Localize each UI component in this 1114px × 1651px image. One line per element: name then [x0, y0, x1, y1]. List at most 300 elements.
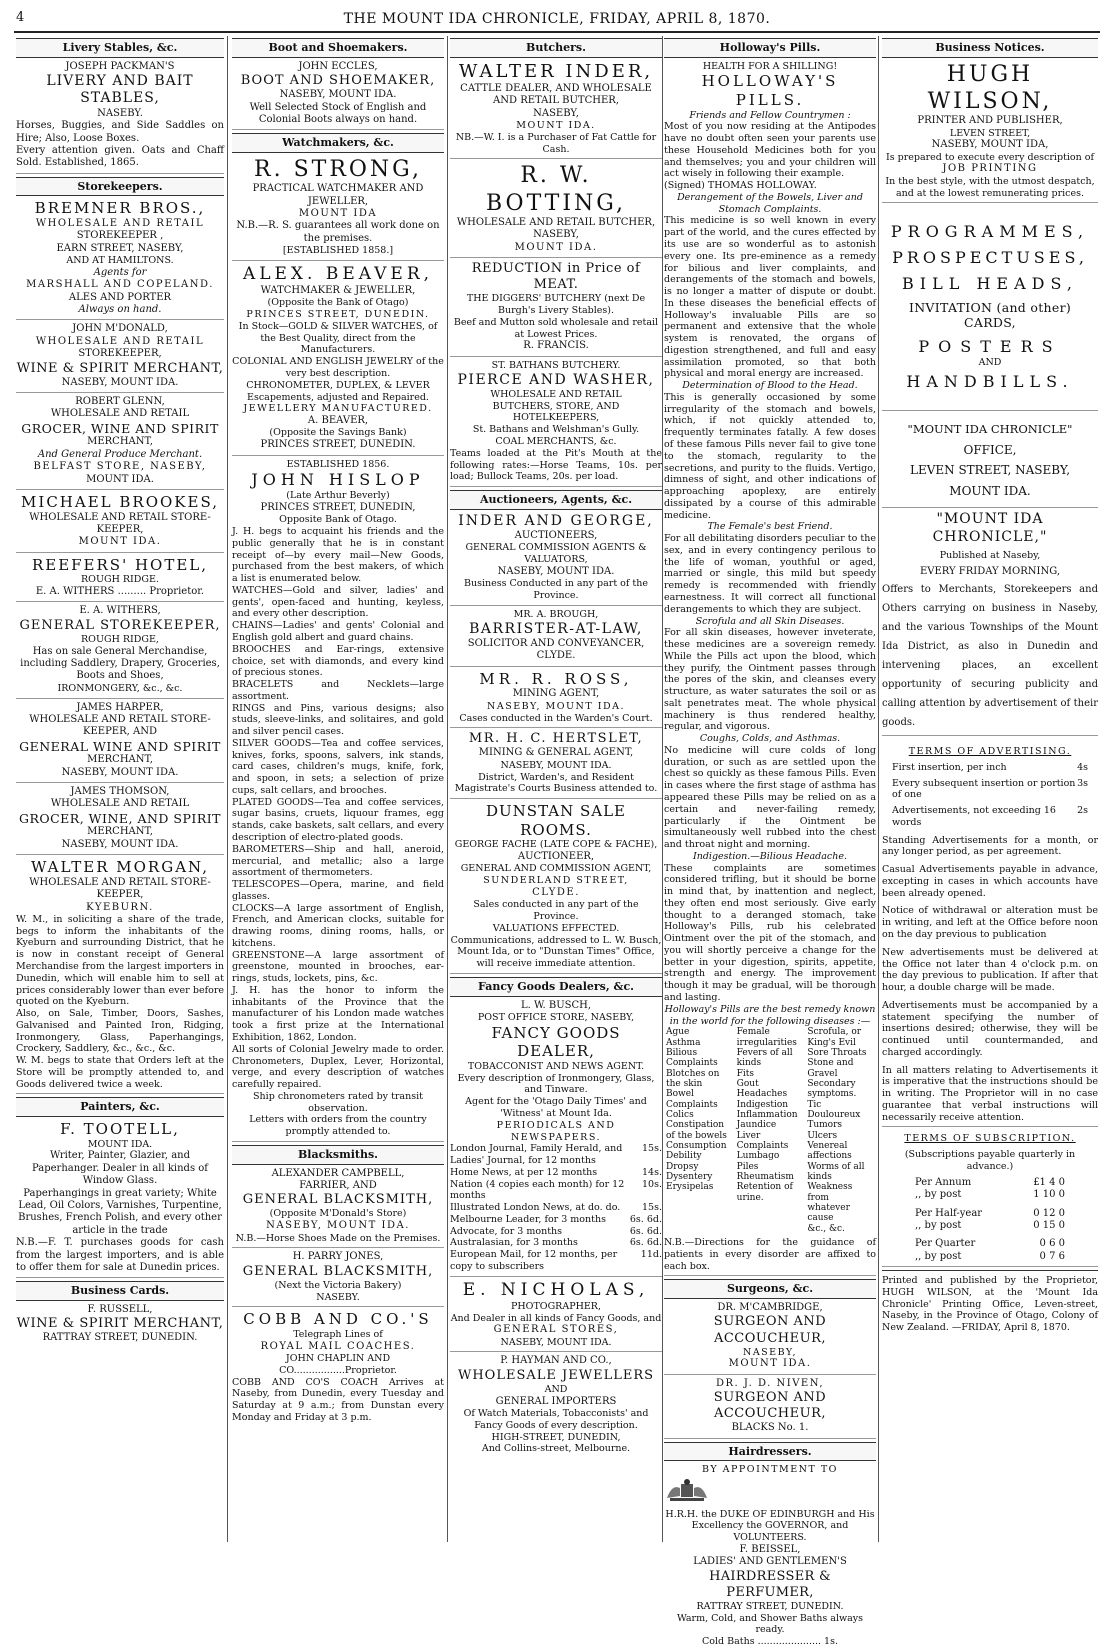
advert-text: Paperhangings in great variety; White Lead, Oil Colors, Varnishes, Turpentine,: [18, 1187, 222, 1211]
advert-line: EVERY FRIDAY MORNING,: [919, 565, 1061, 577]
subheading: Derangement of the Bowels, Liver and Stomach Complaints.: [677, 191, 863, 215]
masthead-rule: [14, 31, 1100, 33]
advert-line: And General Produce Merchant.: [37, 448, 203, 460]
advert-text: Every attention given. Oats and Chaff Sold. Established, 1865.: [16, 144, 224, 169]
advert-line: PRACTICAL WATCHMAKER AND JEWELLER,: [252, 183, 424, 207]
advert-mcambridge: [664, 1302, 876, 1375]
advert-russell: [16, 1304, 224, 1348]
advert-text: Cases conducted in the Warden's Court.: [459, 712, 653, 724]
price-row: [450, 1249, 662, 1273]
advert-nicholas: [450, 1280, 662, 1353]
advert-text: Horses, Buggies, and Side Saddles on Hire; Also, Loose Boxes.: [16, 120, 224, 144]
paragraph: For all debilitating disorders peculiar to the sex, and in every contingency perilous to the life of woman, youthful or aged, married or single, this mild but speedy remedy is recommended with friendly earnestness. It will correct all functional derangements to which they are subject.: [664, 533, 876, 615]
disease-item: Retention of urine.: [736, 1182, 793, 1203]
disease-item: Lumbago: [736, 1151, 780, 1162]
advert-line: NASEBY, MOUNT IDA.: [61, 766, 179, 778]
paragraph: This is generally occasioned by some irregularity of the stomach and bowels, which, if not quickly attended to, frequently terminates fatally. A few doses of these famous Pills never fail to give tone to the stomach, regularity to the secretions, and purity to the fluids. Vertigo, dimness of sight, and other indications of approaching apoplexy, are entirely dissipated by a course of this admirable medicine.: [664, 391, 876, 521]
advert-line: AND: [544, 1383, 568, 1395]
advert-line: ALEXANDER CAMPBELL,: [271, 1167, 405, 1179]
advert-text: Well Selected Stock of English and Colonial Boots always on hand.: [249, 101, 427, 125]
subscription-row: [915, 1177, 1065, 1189]
disease-item: Consumption: [666, 1141, 727, 1152]
advert-line: Opposite Bank of Otago.: [279, 514, 397, 526]
advert-francis: [450, 261, 662, 357]
section-heading: Auctioneers, Agents, &c.: [450, 490, 662, 510]
advert-line: STOREKEEPER,: [78, 348, 162, 360]
subheading: The Female's best Friend.: [707, 521, 833, 533]
price-row: [450, 1214, 662, 1226]
price-item: Australasian, for 3 months: [450, 1237, 578, 1249]
advert-text: N.B.—Directions for the guidance of patients in every disorder are affixed to each box.: [664, 1237, 876, 1272]
disease-item: Venereal affections: [807, 1141, 852, 1162]
advert-line: KEEPER,: [96, 889, 144, 901]
advert-text: BAROMETERS—Ship and hall, aneroid, mercurial, and metallic; also a large assortment of thermometers.: [232, 843, 444, 879]
advert-hertslet: [450, 731, 662, 799]
price-item: Advocate, for 3 months: [450, 1225, 563, 1237]
advert-line: NASEBY,: [743, 1346, 797, 1358]
advert-line: MERCHANT,: [87, 436, 153, 448]
advert-line: JEWELLERY MANUFACTURED.: [243, 403, 433, 415]
condition-text: Notice of withdrawal or alteration must be in writing, and left at the Office before noon on the day previous to publication: [882, 905, 1098, 940]
price-value: 15s.: [642, 1143, 662, 1155]
advert-line: RATTRAY STREET, DUNEDIN.: [696, 1600, 844, 1612]
advert-headline: F. TOOTELL,: [60, 1120, 180, 1139]
disease-column: [805, 1027, 876, 1234]
section-heading: Surgeons, &c.: [664, 1279, 876, 1299]
subscription-row: [915, 1220, 1065, 1232]
price-row: [450, 1237, 662, 1249]
disease-item: Erysipelas: [666, 1182, 714, 1193]
advert-line: MOUNT IDA: [298, 207, 378, 219]
advert-line: ROYAL MAIL COACHES.: [260, 1340, 416, 1352]
advert-headline: HANDBILLS.: [906, 372, 1074, 392]
column-5: [882, 36, 1098, 1542]
advert-text: Of Watch Materials, Tobacconists' and Fancy Goods of every description.: [463, 1408, 649, 1431]
advert-line: EARN STREET, NASEBY,: [56, 242, 184, 254]
advert-line: CLYDE.: [536, 650, 576, 662]
advert-line: MINING & GENERAL AGENT,: [478, 747, 634, 759]
advert-line: NASEBY, MOUNT IDA.: [266, 1220, 410, 1232]
disease-item: Constipation of the bowels: [666, 1120, 727, 1141]
advert-line: CLYDE.: [532, 886, 580, 898]
advert-line: [ESTABLISHED 1858.]: [282, 245, 394, 257]
advert-text: Sales conducted in any part of the Province.: [473, 899, 639, 923]
advert-line: BELFAST STORE, NASEBY,: [33, 461, 207, 473]
advert-text: J. H. begs to acquaint his friends and the public generally that he is in constant receipt of—by every mail—New Goods, purchased from the best makers, of which a list is enumerated below.: [232, 526, 444, 585]
price-value: 6s. 6d.: [629, 1225, 662, 1237]
advert-line: F. BEISSEL,: [739, 1543, 801, 1555]
advert-text: COLONIAL AND ENGLISH JEWELRY of the very best description.: [232, 356, 444, 379]
subheading: Holloway's Pills are the best remedy known in the world for the following diseases :—: [664, 1003, 876, 1027]
advert-office: [882, 414, 1098, 508]
advert-line: MOUNT IDA.: [514, 241, 598, 253]
advert-headline: E. NICHOLAS,: [462, 1279, 650, 1300]
subscription-price: 0 15 0: [1033, 1219, 1065, 1231]
condition-text: Advertisements must be accompanied by a statement specifying the number of insertions desired; otherwise, they will be continued until countermanded, and charged accordingly.: [882, 999, 1098, 1058]
rate-value: 4s: [1077, 761, 1088, 773]
price-row: [450, 1167, 662, 1179]
advert-line: MOUNT IDA.: [516, 120, 596, 132]
advert-tootell: [16, 1120, 224, 1278]
advert-line: WHOLESALE AND RETAIL STORE-: [29, 511, 211, 523]
subscription-price: 0 7 6: [1039, 1250, 1065, 1262]
advert-headline: REEFERS' HOTEL,: [31, 555, 209, 574]
column-divider: [662, 36, 663, 1542]
page-number: 4: [16, 10, 25, 25]
advert-line: P. HAYMAN AND CO.,: [500, 1355, 612, 1367]
section-heading: Boot and Shoemakers.: [232, 38, 444, 58]
advert-strong: [232, 156, 444, 261]
disease-item: Piles: [736, 1161, 759, 1172]
advert-headline: "MOUNT IDA CHRONICLE,": [932, 511, 1048, 545]
advert-text: COBB AND CO'S COACH Arrives at Naseby, from Dunedin, every Tuesday and Saturday at 9 a.m.; from Dunstan every Monday and Friday at 3 p.m.: [232, 1376, 444, 1423]
disease-item: Jaundice: [736, 1120, 777, 1131]
price-value: 11d.: [640, 1249, 662, 1261]
advert-headline: GENERAL WINE AND SPIRIT: [19, 738, 221, 754]
advert-line: MINING AGENT,: [512, 688, 600, 700]
advert-line: WHOLESALE AND RETAIL: [35, 335, 205, 347]
advert-beissel: [664, 1464, 876, 1651]
advert-headline: COBB AND CO.'S: [243, 1310, 433, 1329]
imprint: [882, 1270, 1098, 1337]
disease-item: Headaches: [736, 1089, 788, 1100]
rate-row: [892, 762, 1088, 774]
subheading: Determination of Blood to the Head.: [682, 380, 858, 392]
advert-line: WHOLESALE AND RETAIL BUTCHER,: [456, 216, 656, 228]
paragraph: No medicine will cure colds of long duration, or such as are settled upon the chest so quickly as these famous Pills. Even in cases where the first stage of asthma has appeared these Pills may be relied on as a certain and never-failing remedy, particularly if the Ointment be simultaneously well rubbed into the chest and throat night and morning.: [664, 744, 876, 851]
advert-line: NASEBY, MOUNT IDA,: [931, 139, 1049, 151]
advert-headline: WALTER MORGAN,: [31, 858, 209, 877]
advert-line: DR. J. D. NIVEN,: [715, 1377, 825, 1389]
disease-column: [735, 1027, 806, 1234]
advert-headline: SURGEON AND ACCOUCHEUR,: [713, 1314, 827, 1346]
advert-line: NASEBY, MOUNT IDA.: [487, 700, 625, 712]
advert-line: OFFICE,: [963, 442, 1017, 457]
advert-line: Published at Naseby,: [939, 549, 1041, 561]
advert-glenn: [16, 396, 224, 490]
price-value: 14s.: [642, 1166, 662, 1178]
advert-line: MERCHANT,: [87, 826, 153, 838]
disease-item: Gout: [736, 1079, 759, 1090]
advert-headline: PIERCE AND WASHER,: [457, 371, 655, 388]
paragraph: These complaints are sometimes considered trifling, but it should be borne in mind that, by inattention and neglect, they often end most seriously. Give early thought to a deranged stomach, take Holloway's Pills, rub his celebrated Ointment over the pit of the stomach, and you will shortly perceive a change for the better in your digestion, spirits, appetite, strength and energy. The improvement though it may be gradual, will be thorough and lasting.: [664, 862, 876, 1003]
advert-line: JOHN M'DONALD,: [72, 323, 168, 335]
advert-line: FARRIER, AND: [299, 1179, 377, 1191]
condition-text: Casual Advertisements payable in advance, excepting in cases in which accounts have been already opened.: [882, 864, 1098, 899]
advert-line: WHOLESALE AND RETAIL STORE-: [29, 876, 211, 888]
advert-text: Letters with orders from the country promptly attended to.: [249, 1114, 427, 1138]
advert-line: St. Bathans and Welshman's Gully.: [472, 424, 640, 436]
advert-text: SILVER GOODS—Tea and coffee services, knives, forks, spoons, salvers, ink stands, card cases, children's mugs, knife, fork, and spoon, in sets; a selection of prize cups, salt cellars, and brooches.: [232, 737, 444, 796]
advert-line: WHOLESALE AND RETAIL: [50, 798, 190, 810]
advert-line: Agents for: [93, 266, 147, 278]
advert-line: And Collins-street, Melbourne.: [481, 1443, 631, 1455]
section-heading: Blacksmiths.: [232, 1145, 444, 1165]
advert-withers: [16, 605, 224, 698]
rate-row: [892, 805, 1088, 829]
price-value: 6s. 6d.: [629, 1213, 662, 1225]
advert-inder: [450, 61, 662, 160]
advert-text: Is prepared to execute every description of: [885, 151, 1094, 163]
advert-thomson: [16, 786, 224, 855]
advert-brough: [450, 609, 662, 667]
advert-beaver: [232, 264, 444, 456]
advert-line: WHOLESALE AND RETAIL STORE-: [29, 714, 211, 726]
subscription-row: [915, 1189, 1065, 1201]
advert-botting: [450, 162, 662, 258]
royal-crest-icon: [664, 1478, 710, 1502]
advert-line: GENERAL AND COMMISSION AGENT,: [460, 863, 652, 875]
advert-line: NASEBY,: [533, 229, 579, 241]
advert-line: KEEPER,: [96, 523, 144, 535]
advert-text: Business Conducted in any part of the Province.: [464, 578, 648, 602]
advert-line: KEEPER, AND: [83, 726, 157, 738]
advert-line: HIGH-STREET, DUNEDIN,: [491, 1431, 621, 1443]
advert-headline: MR. R. ROSS,: [479, 669, 633, 688]
section-heading: Livery Stables, &c.: [16, 38, 224, 58]
advert-line: AUCTIONEER,: [517, 851, 595, 863]
advert-line: (Late Arthur Beverly): [286, 490, 390, 502]
section-heading: Watchmakers, &c.: [232, 133, 444, 153]
section-heading: Fancy Goods Dealers, &c.: [450, 977, 662, 997]
advert-headline: R. STRONG,: [254, 156, 422, 182]
terms-heading: TERMS OF SUBSCRIPTION.: [904, 1133, 1076, 1145]
advert-line: VALUATIONS EFFECTED.: [492, 922, 620, 934]
advert-line: (Opposite the Bank of Otago): [267, 297, 409, 309]
advert-line: PRINCES STREET, DUNEDIN,: [260, 501, 416, 513]
advert-line: MOUNT IDA.: [86, 473, 154, 485]
advert-line: (Subscriptions payable quarterly in advance.): [904, 1149, 1076, 1173]
advert-line: MOUNT IDA.: [78, 536, 162, 548]
advert-headline: MR. H. C. HERTSLET,: [468, 731, 644, 747]
advert-text: THE DIGGERS' BUTCHERY (next De Burgh's Livery Stables).: [466, 293, 646, 317]
advert-line: NASEBY, MOUNT IDA.: [497, 565, 615, 577]
rate-value: 3s: [1077, 777, 1088, 789]
disease-item: Colics: [666, 1110, 694, 1121]
advert-headline: R. W. BOTTING,: [485, 163, 627, 216]
price-item: Home News, at per 12 months: [450, 1166, 598, 1178]
subscription-period: ,, by post: [915, 1189, 962, 1201]
advert-headline: HUGH WILSON,: [927, 61, 1053, 114]
disease-item: Bilious Complaints: [666, 1047, 718, 1069]
advert-line: NASEBY.: [97, 107, 143, 119]
advert-line: SUNDERLAND STREET,: [483, 875, 629, 887]
advert-line: H. PARRY JONES,: [292, 1251, 384, 1263]
disease-item: Worms of all kinds: [807, 1161, 865, 1183]
subscription-period: ,, by post: [915, 1250, 962, 1262]
advert-text: N.B.—Horse Shoes Made on the Premises.: [235, 1232, 441, 1244]
advert-text: J. H. has the honor to inform the inhabitants of the Province that the manufacturer of his London made watches took a first prize at the International Exhibition, 1862, London.: [232, 984, 444, 1044]
advert-line: WATCHMAKER & JEWELLER,: [260, 284, 416, 296]
advert-text: In Stock—GOLD & SILVER WATCHES, of the Best Quality, direct from the Manufacturers.: [238, 320, 438, 356]
advert-line: SOLICITOR AND CONVEYANCER,: [467, 637, 645, 649]
advert-headline: BREMNER BROS.,: [34, 199, 206, 218]
section-heading: Storekeepers.: [16, 177, 224, 197]
column-2: [232, 36, 444, 1542]
advert-text: W. M. begs to state that Orders left at the Store will be promptly attended to, and Goods delivered twice a week.: [16, 1055, 224, 1090]
advert-line: E. A. WITHERS ......... Proprietor.: [35, 586, 205, 598]
price-row: [450, 1179, 662, 1203]
advert-line: AUCTIONEERS,: [514, 530, 598, 542]
disease-item: Dysentery: [666, 1172, 713, 1183]
advert-dunstan: [450, 802, 662, 974]
advert-headline: WHOLESALE JEWELLERS: [457, 1367, 655, 1383]
advert-line: F. RUSSELL,: [87, 1303, 153, 1315]
advert-headline: LIVERY AND BAIT STABLES,: [46, 73, 194, 107]
advert-headline: GROCER, WINE, AND SPIRIT: [18, 810, 222, 826]
disease-item: Asthma: [666, 1037, 701, 1048]
price-value: 10s.: [642, 1178, 662, 1190]
advert-text: Communications, addressed to L. W. Busch, Mount Ida, or to "Dunstan Times" Office, will receive immediate attention.: [450, 934, 662, 970]
paragraph: This medicine is so well known in every part of the world, and the cures effected by its use are so wonderful as to astonish every one. Its pre-eminence as a remedy for bilious and liver complaints, and derangements of the stomach and bowels, is no longer a matter of dispute or doubt. In these diseases the beneficial effects of Holloway's invaluable Pills are so permanent and extensive that the whole system is renovated, the organs of digestion strengthened, and full and easy assimilation promoted, so that both physical and moral energy are increased.: [664, 215, 876, 380]
advert-text: N.B.—F. T. purchases goods for cash from the largest importers, and is able to offer them for sale at Dunedin prices.: [16, 1237, 224, 1273]
subscription-price: 1 10 0: [1033, 1189, 1065, 1201]
advert-line: L. W. BUSCH,: [520, 999, 592, 1011]
advert-text: BRACELETS and Necklets—large assortment.: [232, 679, 444, 702]
advert-cobb: [232, 1310, 444, 1426]
price-item: Illustrated London News, at do. do.: [450, 1202, 621, 1214]
advert-headline: WINE & SPIRIT MERCHANT,: [16, 1316, 224, 1332]
advert-line: ROUGH RIDGE,: [81, 633, 159, 645]
terms-heading: TERMS OF ADVERTISING.: [908, 746, 1072, 758]
subscription-period: Per Quarter: [915, 1238, 976, 1250]
newspaper-title: THE MOUNT IDA CHRONICLE, FRIDAY, APRIL 8, 1870.: [343, 11, 771, 27]
advert-ross: [450, 670, 662, 729]
advert-line: PRINTER AND PUBLISHER,: [917, 115, 1063, 127]
advert-text: Every description of Ironmongery, Glass, and Tinware.: [457, 1072, 655, 1096]
price-item: European Mail, for 12 months, per copy to subscribers: [450, 1249, 618, 1272]
advert-niven: [664, 1378, 876, 1439]
advert-text: And Dealer in all kinds of Fancy Goods, and: [450, 1312, 662, 1324]
advert-line: JOB PRINTING: [942, 163, 1038, 175]
advert-line: PRINCES STREET, DUNEDIN.: [260, 439, 416, 451]
section-heading: Butchers.: [450, 38, 662, 58]
advert-line: NASEBY, MOUNT IDA.: [500, 759, 612, 771]
advert-line: JOSEPH PACKMAN'S: [65, 60, 175, 72]
advert-text: Writer, Painter, Glazier, and Paperhanger. Dealer in all kinds of Window Glass.: [31, 1150, 208, 1187]
advert-line: LEVEN STREET, NASEBY,: [909, 463, 1071, 478]
column-1: [16, 36, 224, 1542]
advert-line: "MOUNT IDA CHRONICLE": [907, 422, 1073, 437]
advert-text: TELESCOPES—Opera, marine, and field glasses.: [232, 879, 444, 902]
advert-text: PLATED GOODS—Tea and coffee services, sugar basins, cruets, liquour frames, egg stands, cake baskets, salt cellars, and every description of electro-plated goods.: [232, 796, 444, 843]
advert-line: POST OFFICE STORE, NASEBY,: [477, 1011, 635, 1023]
advert-line: STOREKEEPER ,: [76, 230, 164, 242]
advert-text: Agent for the 'Otago Daily Times' and 'Witness' at Mount Ida.: [465, 1096, 647, 1119]
advert-line: DR. M'CAMBRIDGE,: [717, 1302, 823, 1314]
subheading: Friends and Fellow Countrymen :: [689, 109, 851, 121]
disease-item: Ague: [666, 1027, 690, 1038]
advert-line: E. A. WITHERS,: [79, 605, 161, 617]
advert-line: ST. BATHANS BUTCHERY.: [491, 359, 621, 371]
advert-chronicle: [882, 511, 1098, 736]
advert-line: NASEBY, MOUNT IDA.: [61, 376, 179, 388]
advert-line: PRINCES STREET, DUNEDIN.: [246, 309, 430, 321]
advert-line: A. BEAVER,: [307, 415, 369, 427]
advert-line: GEORGE FACHE (LATE COPE & FACHE),: [454, 839, 658, 851]
advert-line: JAMES HARPER,: [76, 701, 164, 713]
advert-line: BY APPOINTMENT TO: [702, 1464, 838, 1476]
rate-item: First insertion, per inch: [892, 761, 1007, 773]
advert-headline: SURGEON AND ACCOUCHEUR,: [713, 1390, 827, 1422]
advert-headline: MICHAEL BROOKES,: [21, 492, 219, 511]
advert-text: WATCHES—Gold and silver, ladies' and gents', open-faced and hunting, keyless, and every other description.: [232, 584, 444, 620]
price-row: [450, 1226, 662, 1238]
advert-line: RATTRAY STREET, DUNEDIN.: [42, 1332, 198, 1344]
section-heading: Holloway's Pills.: [664, 38, 876, 58]
advert-text: Brushes, French Polish, and every other article in the trade: [18, 1212, 222, 1236]
advert-line: COAL MERCHANTS, &c.: [495, 435, 617, 447]
advert-line: ROBERT GLENN,: [75, 396, 165, 408]
advertising-rates: [882, 762, 1098, 829]
advert-hayman: [450, 1355, 662, 1458]
advert-headline: ALEX. BEAVER,: [242, 263, 434, 284]
holloway-body: [664, 110, 876, 1028]
condition-text: In all matters relating to Advertisements it is imperative that the instructions should be in writing. The Proprietor will in no case guarantee that verbal instructions will necessarily receive attention.: [882, 1064, 1098, 1123]
section-heading: Business Notices.: [882, 38, 1098, 58]
advert-campbell: [232, 1168, 444, 1249]
advert-line: NASEBY,: [533, 107, 579, 119]
advert-line: AND AT HAMILTONS.: [66, 255, 174, 267]
advert-line: ESTABLISHED 1856.: [286, 458, 390, 470]
advert-text: CHAINS—Ladies' and gents' Colonial and English gold albert and guard chains.: [232, 620, 444, 643]
advert-hislop: [232, 459, 444, 1142]
advert-headline: INVITATION (and other) CARDS,: [908, 299, 1072, 331]
advert-line: LEVEN STREET,: [949, 127, 1031, 139]
advert-headline: REDUCTION in Price of MEAT.: [471, 261, 641, 293]
subheading: Coughs, Colds, and Asthmas.: [699, 733, 841, 745]
advert-text: Beef and Mutton sold wholesale and retail at Lowest Prices.: [453, 316, 659, 340]
advert-bremner: [16, 199, 224, 320]
advert-line: PHOTOGRAPHER,: [511, 1300, 601, 1312]
column-divider: [227, 36, 228, 1542]
advert-line: ROUGH RIDGE.: [81, 574, 159, 586]
advert-line: JOHN ECCLES,: [298, 60, 378, 72]
advert-text: Ship chronometers rated by transit observation.: [253, 1090, 423, 1114]
disease-table: [664, 1027, 876, 1234]
terms-of-subscription: [882, 1133, 1098, 1267]
subscription-period: Per Annum: [915, 1176, 972, 1188]
advert-headline: HOLLOWAY'S PILLS.: [701, 72, 839, 109]
subscription-period: Per Half-year: [915, 1207, 983, 1219]
advert-text: NB.—W. I. is a Purchaser of Fat Cattle for Cash.: [455, 131, 657, 155]
advert-line: JOHN CHAPLIN AND CO.................Proprietor.: [279, 1353, 397, 1376]
advert-text: In the best style, with the utmost despatch, and at the lowest remunerating prices.: [885, 175, 1095, 199]
advert-line: BLACKS No. 1.: [731, 1422, 809, 1434]
subscription-period: ,, by post: [915, 1219, 962, 1231]
disease-item: Tic Douloureux: [807, 1099, 861, 1121]
advert-pierce: [450, 360, 662, 487]
advert-text: All sorts of Colonial Jewelry made to order. Chronometers, Duplex, Lever, Horizontal, verge, and every description of watches carefully repaired.: [232, 1043, 444, 1091]
advert-line: HEALTH FOR A SHILLING!: [702, 60, 838, 72]
advert-headline: WALTER INDER,: [458, 60, 654, 82]
periodicals-price-list: [450, 1143, 662, 1272]
price-item: Nation (4 copies each month) for 12 months: [450, 1178, 625, 1202]
column-divider: [878, 36, 879, 1542]
advert-text: W. M., in soliciting a share of the trade, begs to inform the inhabitants of the Kyeburn and surrounding District, that he is now in constant receipt of General Merchandise from the largest importers in Dunedin, which will enable him to sell at prices considerably lower than ever before quoted on the Kyeburn.: [16, 913, 224, 1008]
subscription-prices: [915, 1177, 1065, 1263]
column-divider: [447, 36, 448, 1542]
advert-morgan: [16, 858, 224, 1094]
advert-text: Teams loaded at the Pit's Mouth at the following rates:—Horse Teams, 10s. per load; Bullock Teams, 20s. per load.: [450, 447, 662, 483]
disease-item: Dropsy: [666, 1161, 699, 1172]
advert-line: GENERAL IMPORTERS: [495, 1395, 617, 1407]
advert-line: NASEBY, MOUNT IDA.: [61, 838, 179, 850]
advert-line: NASEBY, MOUNT IDA.: [279, 89, 397, 101]
price-row: [450, 1143, 662, 1167]
advert-text: GREENSTONE—A large assortment of greenstone, mounted in brooches, ear-rings, studs, lockets, pins, &c.: [232, 949, 444, 985]
advert-line: NASEBY, MOUNT IDA.: [500, 1336, 612, 1348]
